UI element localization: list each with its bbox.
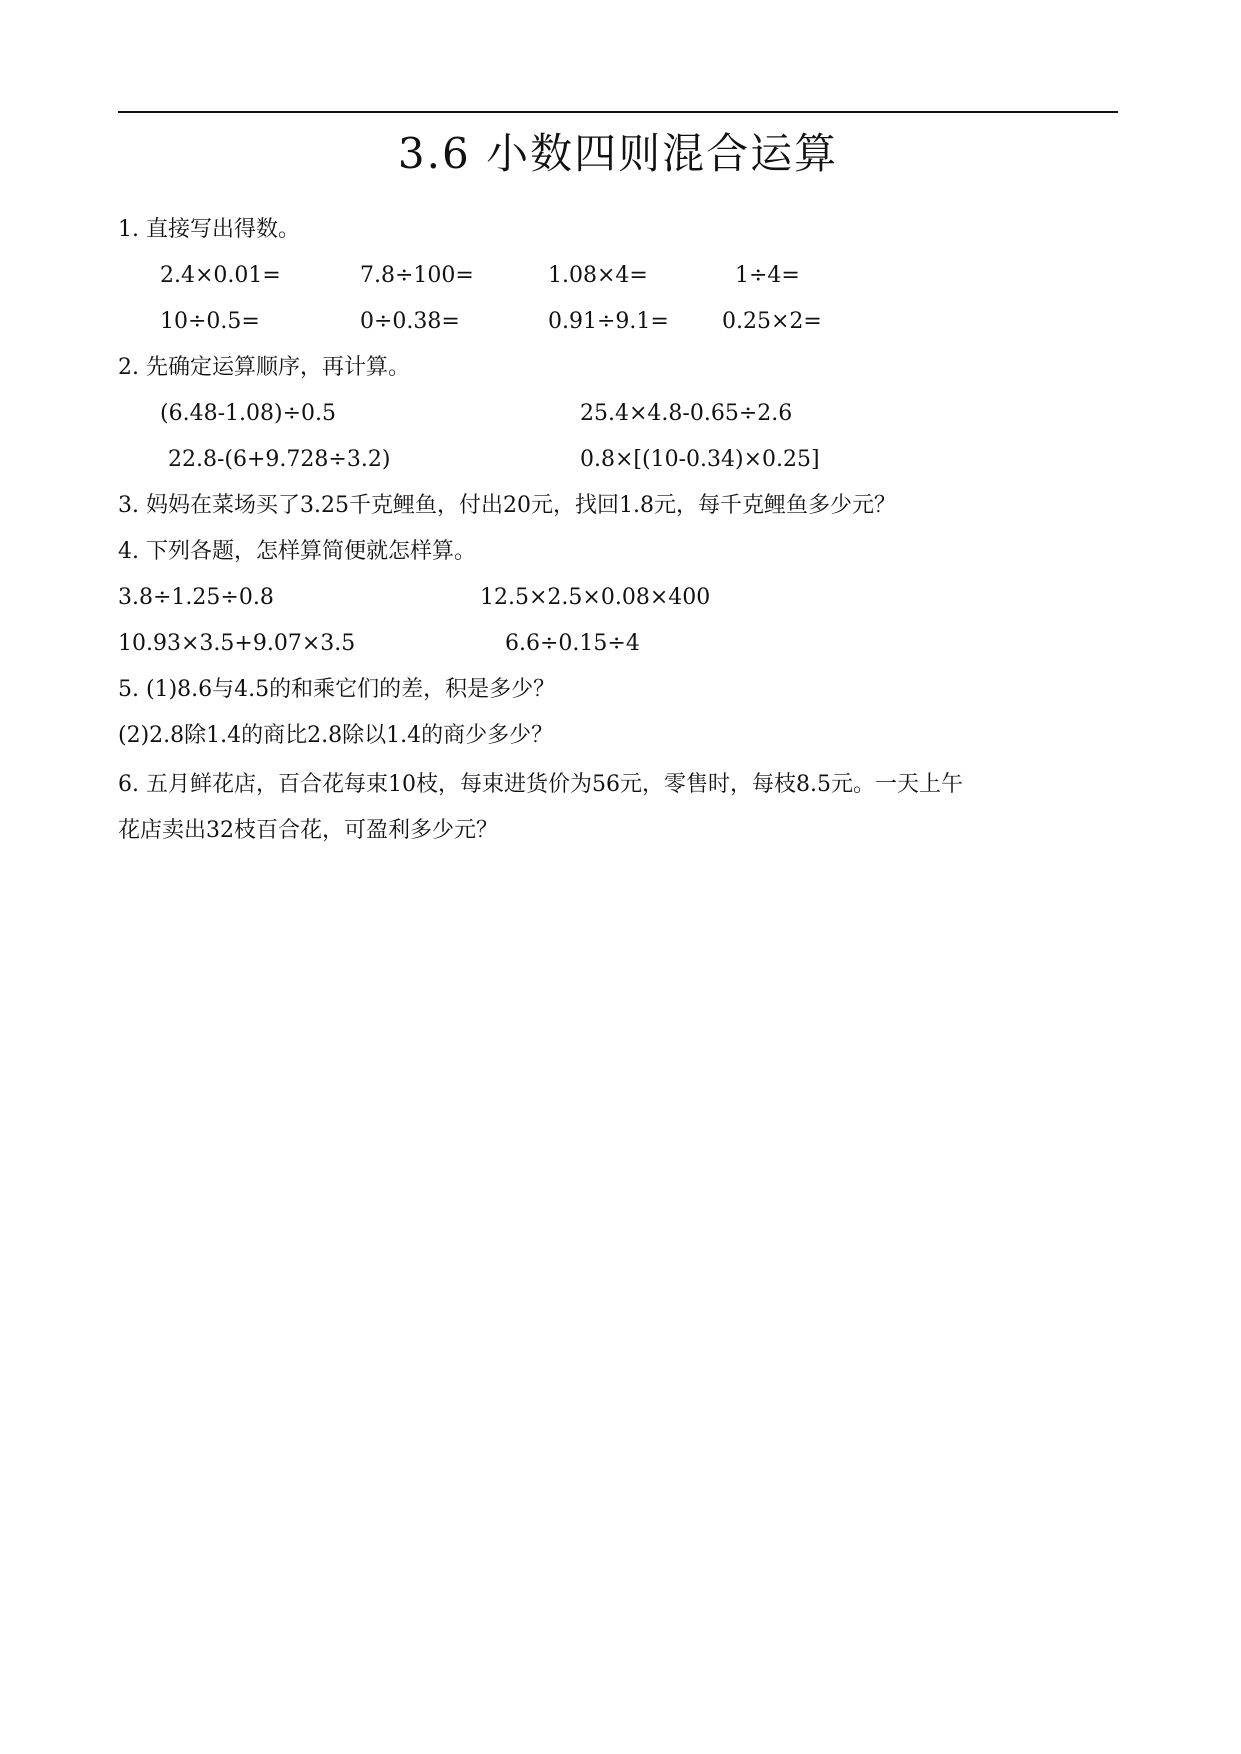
q1-item: 0.25×2= bbox=[722, 309, 822, 334]
q1-heading: 1. 直接写出得数。 bbox=[118, 217, 300, 242]
q2-item: (6.48-1.08)÷0.5 bbox=[160, 401, 336, 426]
q1-item: 1.08×4= bbox=[548, 263, 648, 288]
q6-line2: 花店卖出32枝百合花，可盈利多少元？ bbox=[118, 818, 498, 843]
q5-part2: (2)2.8除1.4的商比2.8除以1.4的商少多少？ bbox=[118, 723, 554, 748]
q2-heading: 2. 先确定运算顺序，再计算。 bbox=[118, 355, 410, 380]
q1-item: 2.4×0.01= bbox=[160, 263, 281, 288]
q2-item: 0.8×[(10-0.34)×0.25] bbox=[580, 447, 820, 472]
q2-item: 25.4×4.8-0.65÷2.6 bbox=[580, 401, 793, 426]
page-title: 3.6 小数四则混合运算 bbox=[397, 129, 839, 178]
q4-item: 10.93×3.5+9.07×3.5 bbox=[118, 631, 356, 656]
q4-item: 3.8÷1.25÷0.8 bbox=[118, 585, 274, 610]
q4-item: 6.6÷0.15÷4 bbox=[505, 631, 640, 656]
q1-item: 7.8÷100= bbox=[360, 263, 474, 288]
q6-line1: 6. 五月鲜花店，百合花每束10枝，每束进货价为56元，零售时，每枝8.5元。一天上午 bbox=[118, 772, 963, 797]
q4-heading: 4. 下列各题，怎样算简便就怎样算。 bbox=[118, 539, 476, 564]
q5-part1: 5. (1)8.6与4.5的和乘它们的差，积是多少？ bbox=[118, 677, 556, 702]
q2-item: 22.8-(6+9.728÷3.2) bbox=[168, 447, 391, 472]
q4-item: 12.5×2.5×0.08×400 bbox=[480, 585, 711, 610]
q1-item: 1÷4= bbox=[735, 263, 800, 288]
q1-item: 0.91÷9.1= bbox=[548, 309, 669, 334]
q1-item: 10÷0.5= bbox=[160, 309, 260, 334]
q1-item: 0÷0.38= bbox=[360, 309, 460, 334]
q3-text: 3. 妈妈在菜场买了3.25千克鲤鱼，付出20元，找回1.8元，每千克鲤鱼多少元？ bbox=[118, 493, 896, 518]
header-rule bbox=[118, 111, 1118, 113]
